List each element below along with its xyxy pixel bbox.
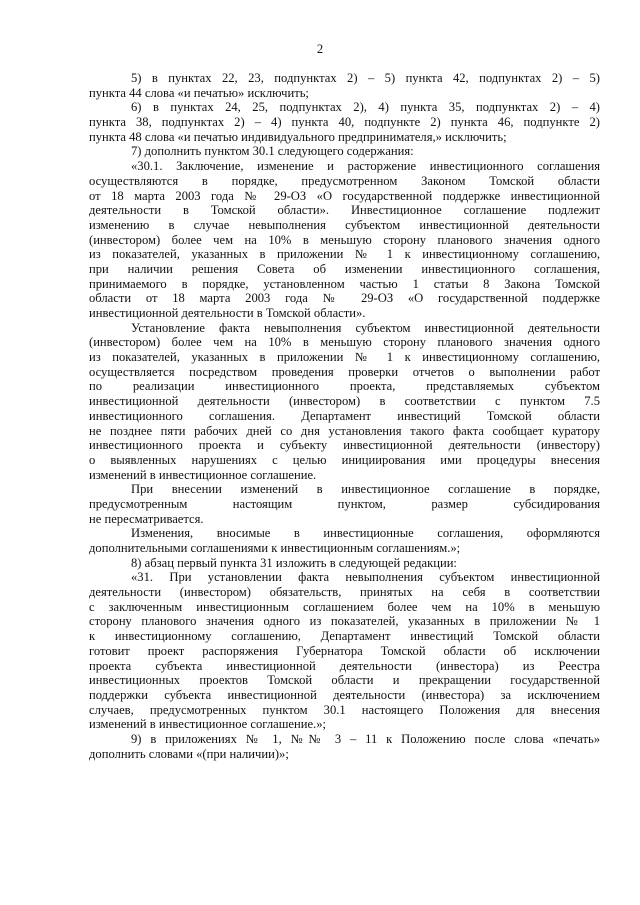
- text-line: изменений в инвестиционное соглашение.: [89, 467, 317, 482]
- text-line: 8) абзац первый пункта 31 изложить в следующей редакции:: [131, 555, 457, 570]
- text-line: пункта 38, подпунктах 2) – 4) пункта 40, подпункте 2) пункта 46, подпункте 2): [89, 115, 600, 130]
- text-line: проекта субъекта инвестиционной деятельности (инвестора) из Реестра: [89, 658, 600, 673]
- text-line: из показателей, указанных в приложении № 1 к инвестиционному соглашению,: [89, 247, 600, 262]
- text-line: принимаемого в порядке, установленном частью 1 статьи 8 Закона Томской: [89, 276, 600, 291]
- text-line: сторону планового значения одного из показателей, указанных в приложении № 1: [89, 614, 600, 629]
- text-line: готовит проект распоряжения Губернатора Томской области об исключении: [89, 643, 600, 658]
- text-line: Изменения, вносимые в инвестиционные соглашения, оформляются: [131, 526, 600, 541]
- text-line: 7) дополнить пунктом 30.1 следующего содержания:: [131, 144, 414, 159]
- text-line: инвестиционных проектов Томской области и прекращении государственной: [89, 673, 600, 688]
- text-line: предусмотренным настоящим пунктом, размер субсидирования: [89, 496, 600, 511]
- text-line: инвестиционного проекта и субъекту инвестиционной деятельности (инвестору): [89, 438, 600, 453]
- text-line: инвестиционной деятельности в Томской области».: [89, 306, 366, 320]
- text-line: (инвестором) более чем на 10% в меньшую сторону планового значения одного: [89, 335, 600, 350]
- text-line: осуществляется посредством проведения проверки отчетов о выполнении работ: [89, 364, 600, 379]
- text-line: о выявленных нарушениях с целью инициирования ими процедуры внесения: [89, 452, 600, 467]
- text-line: деятельности в Томской области». Инвестиционное соглашение подлежит: [89, 203, 600, 218]
- text-line: изменению в случае невыполнения субъектом инвестиционной деятельности: [89, 217, 600, 232]
- text-line: не пересматривается.: [89, 511, 204, 526]
- text-line: «31. При установлении факта невыполнения субъектом инвестиционной: [131, 570, 600, 585]
- text-line: дополнительными соглашениями к инвестиционным соглашениям.»;: [89, 541, 461, 555]
- text-line: пункта 44 слова «и печатью» исключить;: [89, 85, 309, 100]
- text-line: деятельности (инвестором) обязательств, принятых на себя в соответствии: [89, 585, 600, 600]
- text-line: осуществляются в порядке, предусмотренном Законом Томской области: [89, 173, 600, 188]
- text-line: случаев, предусмотренных пунктом 30.1 настоящего Положения для внесения: [89, 702, 600, 717]
- text-line: 6) в пунктах 24, 25, подпунктах 2), 4) пункта 35, подпунктах 2) – 4): [131, 100, 600, 115]
- text-line: 5) в пунктах 22, 23, подпунктах 2) – 5) пункта 42, подпунктах 2) – 5): [131, 71, 600, 85]
- text-line: (инвестором) более чем на 10% в меньшую сторону планового значения одного: [89, 232, 600, 247]
- text-line: дополнить словами «(при наличии)»;: [89, 746, 289, 761]
- text-line: «30.1. Заключение, изменение и расторжение инвестиционного соглашения: [131, 159, 600, 174]
- text-line: инвестиционной деятельности (инвестором) в соответствии с пунктом 7.5: [89, 394, 600, 409]
- text-line: по реализации инвестиционного проекта, представляемых субъектом: [89, 379, 600, 394]
- text-line: поддержки субъекта инвестиционной деятельности (инвестора) за исключением: [89, 687, 600, 702]
- text-line: к инвестиционному соглашению, Департамент инвестиций Томской области: [89, 629, 600, 644]
- text-line: от 18 марта 2003 года № 29-ОЗ «О государственной поддержке инвестиционной: [89, 188, 600, 203]
- text-line: из показателей, указанных в приложении № 1 к инвестиционному соглашению,: [89, 350, 600, 365]
- text-line: при наличии решения Совета об изменении инвестиционного соглашения,: [89, 261, 600, 276]
- text-line: изменений в инвестиционное соглашение.»;: [89, 717, 327, 732]
- text-line: пункта 48 слова «и печатью индивидуального предпринимателя,» исключить;: [89, 129, 507, 144]
- page-number: 2: [316, 42, 324, 56]
- text-line: 9) в приложениях № 1, №№ 3 – 11 к Положению после слова «печать»: [131, 731, 600, 746]
- text-line: При внесении изменений в инвестиционное соглашение в порядке,: [131, 482, 600, 497]
- text-line: инвестиционного соглашения. Департамент инвестиций Томской области: [89, 408, 600, 423]
- text-line: не позднее пяти рабочих дней со дня установления такого факта сообщает куратору: [89, 423, 600, 438]
- text-line: с заключенным инвестиционным соглашением более чем на 10% в меньшую: [89, 599, 600, 614]
- document-body: [89, 71, 600, 761]
- text-line: Установление факта невыполнения субъектом инвестиционной деятельности: [131, 320, 600, 335]
- text-line: области от 18 марта 2003 года № 29-ОЗ «О государственной поддержке: [89, 291, 600, 306]
